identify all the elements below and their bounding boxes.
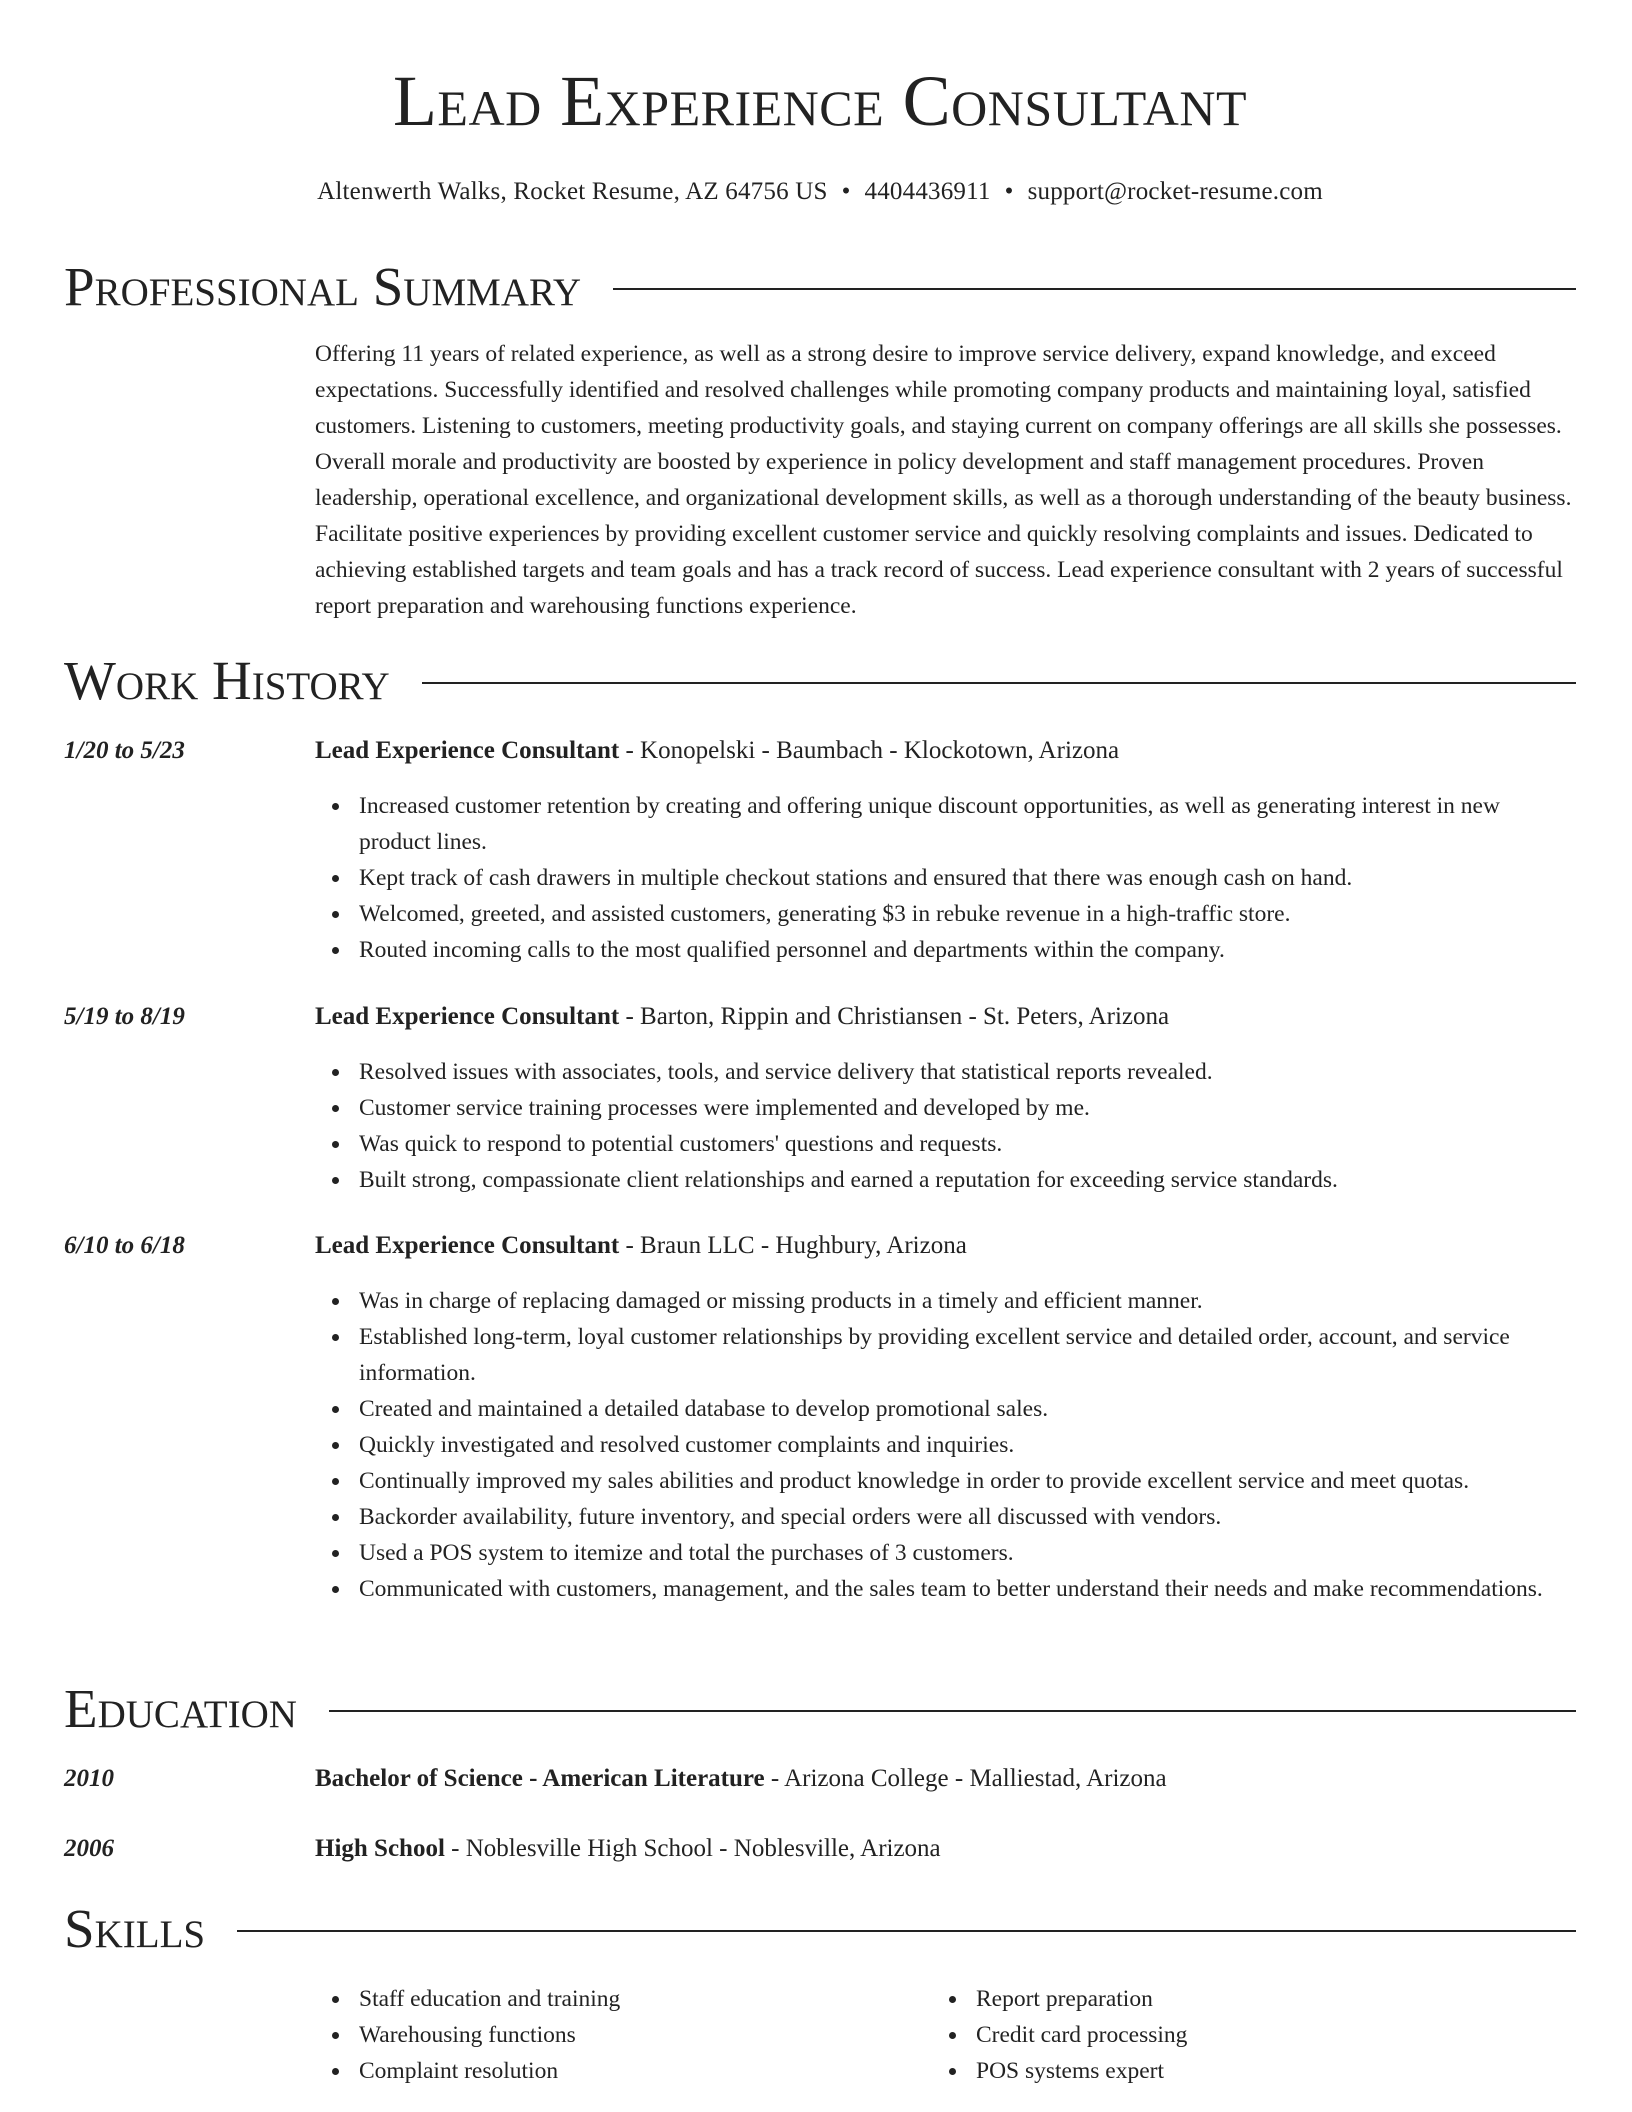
contact-line xyxy=(64,176,1576,208)
education-line xyxy=(315,1761,1577,1797)
resume-name-heading: Lead Experience Consultant xyxy=(392,61,1248,141)
job-bullet: Increased customer retention by creating and offering unique discount opportunities, as well as generating interest in new product lines. xyxy=(359,788,1577,860)
job-bullet: Quickly investigated and resolved customer complaints and inquiries. xyxy=(359,1427,1577,1463)
contact-address: Altenwerth Walks, Rocket Resume, AZ 64756 US xyxy=(317,178,828,205)
job-bullets xyxy=(315,788,1577,968)
education-degree: Bachelor of Science - American Literature xyxy=(315,1765,765,1792)
section-header-work-history xyxy=(64,650,1576,712)
section-header-education xyxy=(64,1678,1576,1740)
job-bullet: Was quick to respond to potential customers' questions and requests. xyxy=(359,1126,1577,1162)
job-bullets xyxy=(315,1054,1577,1198)
job-bullet: Kept track of cash drawers in multiple checkout stations and ensured that there was enough cash on hand. xyxy=(359,860,1577,896)
section-divider xyxy=(329,1710,1576,1712)
contact-separator: • xyxy=(1004,178,1014,205)
skills-list-left xyxy=(315,1981,895,2089)
section-header-skills xyxy=(64,1898,1576,1960)
job-bullet: Was in charge of replacing damaged or missing products in a timely and efficient manner. xyxy=(359,1283,1577,1319)
education-line xyxy=(315,1831,1577,1867)
job-bullet: Resolved issues with associates, tools, and service delivery that statistical reports revealed. xyxy=(359,1054,1577,1090)
job-title-line xyxy=(315,999,1577,1035)
skill-item: Warehousing functions xyxy=(359,2017,895,2053)
skill-item: Staff education and training xyxy=(359,1981,895,2017)
job-bullets xyxy=(315,1283,1577,1607)
section-title: Skills xyxy=(64,1898,206,1959)
skill-item: POS systems expert xyxy=(976,2053,1512,2089)
summary-paragraph: Offering 11 years of related experience, as well as a strong desire to improve service delivery, expand knowledge, and exceed expectations. Successfully identified and resolved challenges while promoting company products and maintaining loyal, satisfied customers. Listening to customers, meeting productivity goals, and staying current on company offerings are all skills she possesses. Overall morale and productivity are boosted by experience in policy development and staff management procedures. Proven leadership, operational excellence, and organizational development skills, as well as a thorough understanding of the beauty business. Facilitate positive experiences by providing excellent customer service and quickly resolving complaints and issues. Dedicated to achieving established targets and team goals and has a track record of success. Lead experience consultant with 2 years of successful report preparation and warehousing functions experience. xyxy=(315,341,1572,619)
skill-item: Report preparation xyxy=(976,1981,1512,2017)
section-header-summary xyxy=(64,256,1576,318)
section-title: Education xyxy=(64,1678,297,1739)
contact-email[interactable]: support@rocket-resume.com xyxy=(1027,178,1323,205)
job-bullet: Customer service training processes were implemented and developed by me. xyxy=(359,1090,1577,1126)
education-school: - Noblesville High School - Noblesville, Arizona xyxy=(444,1835,941,1862)
section-divider xyxy=(237,1930,1576,1932)
section-title: Professional Summary xyxy=(64,256,582,317)
section-divider xyxy=(422,682,1576,684)
job-bullet: Communicated with customers, management, and the sales team to better understand their needs and make recommendations. xyxy=(359,1571,1577,1607)
job-bullet: Continually improved my sales abilities and product knowledge in order to provide excellent service and meet quotas. xyxy=(359,1463,1577,1499)
job-bullet: Welcomed, greeted, and assisted customers, generating $3 in rebuke revenue in a high-traffic store. xyxy=(359,896,1577,932)
job-role: Lead Experience Consultant xyxy=(315,1232,620,1259)
section-divider xyxy=(613,288,1576,290)
job-dates: 6/10 to 6/18 xyxy=(64,1232,185,1259)
education-year: 2006 xyxy=(64,1835,114,1862)
job-title-line xyxy=(315,1228,1577,1264)
job-dates: 1/20 to 5/23 xyxy=(64,737,185,764)
education-school: - Arizona College - Malliestad, Arizona xyxy=(764,1765,1167,1792)
job-employer: - Barton, Rippin and Christiansen - St. Peters, Arizona xyxy=(619,1003,1170,1030)
job-title-line xyxy=(315,733,1577,769)
contact-separator: • xyxy=(841,178,851,205)
skill-item: Complaint resolution xyxy=(359,2053,895,2089)
job-dates: 5/19 to 8/19 xyxy=(64,1003,185,1030)
job-role: Lead Experience Consultant xyxy=(315,1003,620,1030)
job-bullet: Backorder availability, future inventory, and special orders were all discussed with vendors. xyxy=(359,1499,1577,1535)
job-role: Lead Experience Consultant xyxy=(315,737,620,764)
contact-phone: 4404436911 xyxy=(864,178,991,205)
job-bullet: Routed incoming calls to the most qualified personnel and departments within the company. xyxy=(359,932,1577,968)
job-bullet: Established long-term, loyal customer relationships by providing excellent service and detailed order, account, and service information. xyxy=(359,1319,1577,1391)
job-bullet: Used a POS system to itemize and total the purchases of 3 customers. xyxy=(359,1535,1577,1571)
skill-item: Credit card processing xyxy=(976,2017,1512,2053)
job-bullet: Built strong, compassionate client relationships and earned a reputation for exceeding service standards. xyxy=(359,1162,1577,1198)
section-title: Work History xyxy=(64,650,390,711)
job-employer: - Konopelski - Baumbach - Klockotown, Arizona xyxy=(619,737,1120,764)
education-year: 2010 xyxy=(64,1765,114,1792)
job-bullet: Created and maintained a detailed database to develop promotional sales. xyxy=(359,1391,1577,1427)
job-employer: - Braun LLC - Hughbury, Arizona xyxy=(619,1232,967,1259)
skills-list-right xyxy=(932,1981,1512,2089)
education-degree: High School xyxy=(315,1835,445,1862)
